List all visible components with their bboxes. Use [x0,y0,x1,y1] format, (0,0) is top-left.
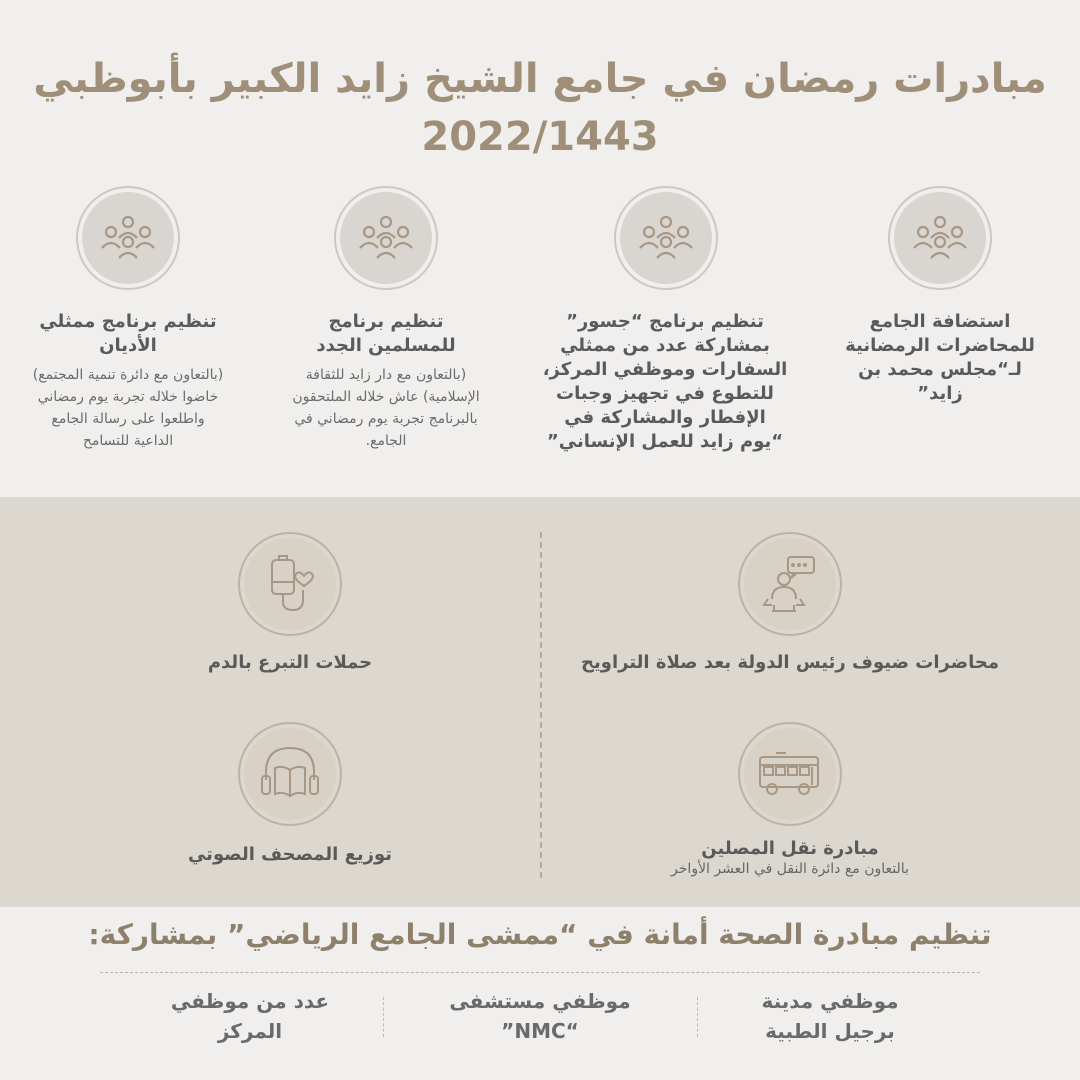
people-group-icon [894,192,986,284]
title-line-1: مبادرات رمضان في جامع الشيخ زايد الكبير بأبوظبي [33,56,1047,102]
people-group-icon [340,192,432,284]
audio-quran-icon [244,728,336,820]
initiative-heading: تنظيم برنامج للمسلمين الجدد [316,311,456,356]
initiative-description: (بالتعاون مع دائرة تنمية المجتمع) خاضوا خلاله تجربة يوم رمضاني واطلعوا على رسالة الجامع الداعية للتسامح [32,367,224,449]
participant-line-1: عدد من موظفي [170,989,330,1013]
initiative-description: (بالتعاون مع دار زايد للثقافة الإسلامية) عاش خلاله الملتحقون بالبرنامج تجربة يوم رمضاني في الجامع. [292,367,480,449]
bottom-column-divider [383,997,384,1037]
icon-circle-4 [76,186,180,290]
transport-label: مبادرة نقل المصلين [701,838,879,859]
page-title [0,50,1080,166]
blood-donation-icon [244,538,336,630]
participant-center-staff [140,986,360,1046]
icon-circle-3 [334,186,438,290]
initiative-heading: تنظيم برنامج “جسور” بمشاركة عدد من ممثلي السفارات وموظفي المركز، للتطوع في تجهيز وجبات الإفطار والمشاركة في “يوم زايد للعمل الإنساني” [542,311,788,452]
band-divider [540,532,542,878]
band-icon-blood [238,532,342,636]
participant-line-2: المركز [217,1019,283,1043]
band-icon-lectures [738,532,842,636]
bottom-divider [100,972,980,973]
people-group-icon [82,192,174,284]
people-group-icon [620,192,712,284]
participant-nmc [420,986,660,1046]
health-initiative-title: تنظيم مبادرة الصحة أمانة في “ممشى الجامع الرياضي” بمشاركة: [88,918,992,951]
audio-quran-label: توزيع المصحف الصوتي [187,844,393,865]
band-icon-bus [738,722,842,826]
participant-burjeel [720,986,940,1046]
bus-icon [744,728,836,820]
icon-circle-1 [888,186,992,290]
participant-line-1: موظفي مدينة [761,989,899,1013]
participant-line-2: “NMC” [501,1019,579,1043]
initiative-column-3 [282,310,490,452]
blood-donation-label: حملات التبرع بالدم [207,652,373,673]
transport-initiative [620,838,960,877]
initiative-column-2 [540,310,790,454]
lectures-label: محاضرات ضيوف رئيس الدولة بعد صلاة التراويح [581,652,999,673]
speaker-lecture-icon [744,538,836,630]
bottom-column-divider [697,997,698,1037]
participant-line-1: موظفي مستشفى [449,989,631,1013]
initiative-column-4 [30,310,226,452]
participant-line-2: برجيل الطبية [765,1019,895,1043]
initiative-column-1 [838,310,1042,406]
title-line-2: 2022/1443 [421,114,659,160]
transport-sub-label: بالتعاون مع دائرة النقل في العشر الأواخر [671,861,909,877]
initiative-heading: استضافة الجامع للمحاضرات الرمضانية لـ“مجلس محمد بن زايد” [845,311,1035,404]
icon-circle-2 [614,186,718,290]
band-icon-audio-quran [238,722,342,826]
initiative-heading: تنظيم برنامج ممثلي الأديان [39,311,217,356]
